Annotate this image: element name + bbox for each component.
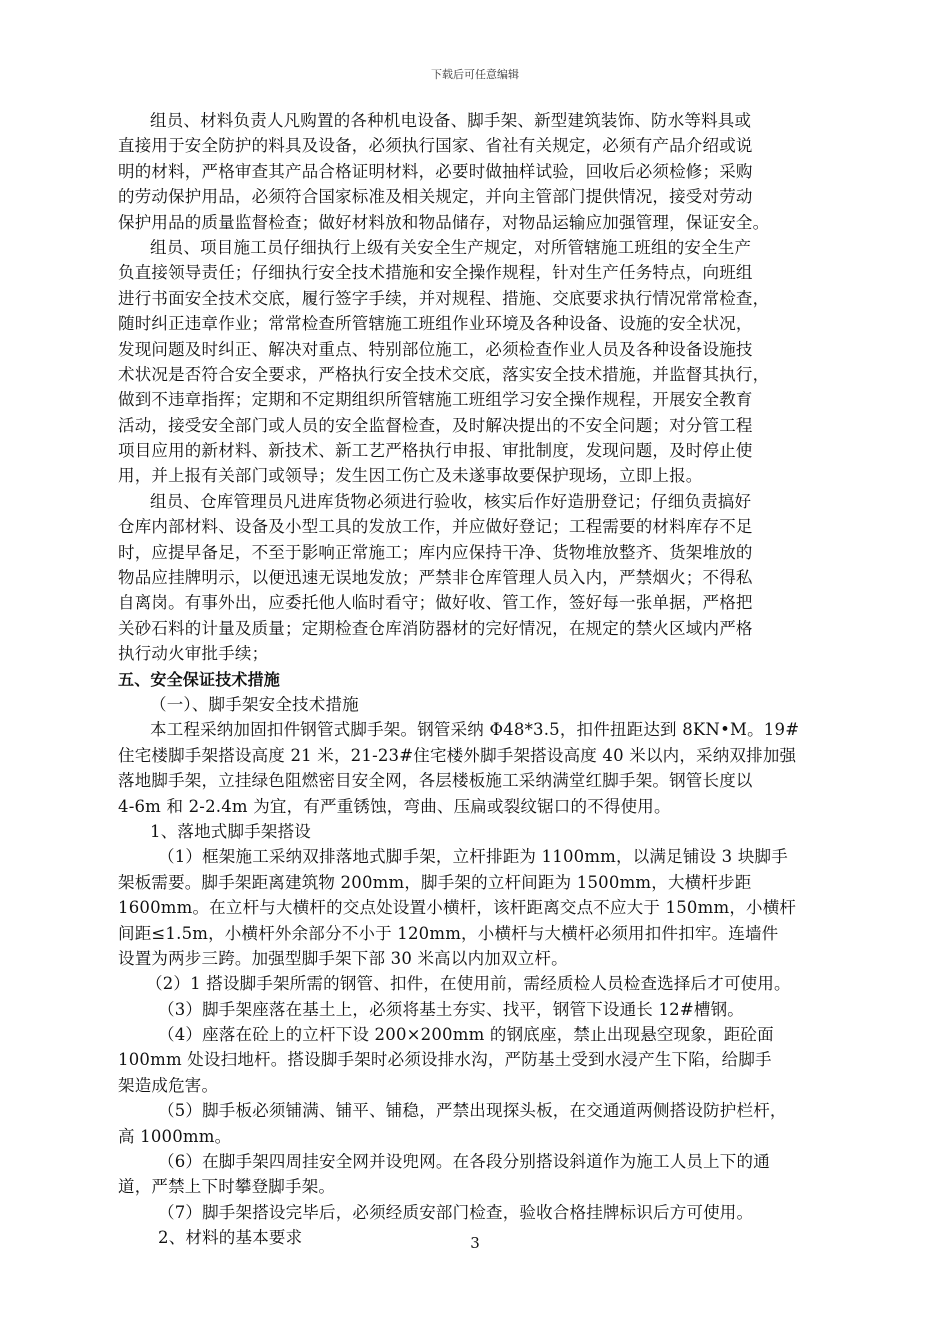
- text-line: 活动，接受安全部门或人员的安全监督检查，及时解决提出的不安全问题；对分管工程: [118, 415, 753, 435]
- text-line: 组员、材料负责人凡购置的各种机电设备、脚手架、新型建筑装饰、防水等料具或: [150, 111, 752, 130]
- text-line: 本工程采纳加固扣件钢管式脚手架。钢管采纳 Φ48*3.5，扣件扭距达到 8KN•M。19#: [150, 720, 800, 740]
- text-line: 组员、仓库管理员凡进库货物必须进行验收，核实后作好造册登记；仔细负责搞好: [150, 491, 752, 511]
- text-line: 仓库内部材料、设备及小型工具的发放工作，并应做好登记；工程需要的材料库存不足: [118, 517, 753, 537]
- page-header-note: 下载后可任意编辑: [431, 68, 519, 81]
- text-line: 自离岗。有事外出，应委托他人临时看守；做好收、管工作，签好每一张单据，严格把: [118, 593, 753, 613]
- text-line: 直接用于安全防护的料具及设备，必须执行国家、省社有关规定，必须有产品介绍或说: [118, 136, 753, 156]
- text-line: （2）1 搭设脚手架所需的钢管、扣件，在使用前，需经质检人员检查选择后才可使用。: [146, 974, 791, 994]
- text-line: （1）框架施工采纳双排落地式脚手架，立杆排距为 1100mm，以满足铺设 3 块脚手: [158, 847, 788, 867]
- text-line: 保护用品的质量监督检查；做好材料放和物品储存，对物品运输应加强管理，保证安全。: [118, 212, 770, 232]
- text-line: 1、落地式脚手架搭设: [150, 821, 311, 841]
- text-line: 明的材料，严格审查其产品合格证明材料，必要时做抽样试验，回收后必须检修；采购: [118, 161, 753, 181]
- text-line: （4）座落在砼上的立杆下设 200×200mm 的钢底座，禁止出现悬空现象，距砼面: [158, 1025, 774, 1045]
- text-line: 住宅楼脚手架搭设高度 21 米，21-23#住宅楼外脚手架搭设高度 40 米以内，采纳双排加强: [118, 745, 797, 765]
- text-line: （7）脚手架搭设完毕后，必须经质安部门检查，验收合格挂牌标识后方可使用。: [158, 1202, 754, 1222]
- text-line: 落地脚手架，立挂绿色阻燃密目安全网，各层楼板施工采纳满堂红脚手架。钢管长度以: [118, 771, 753, 791]
- text-line: 进行书面安全技术交底，履行签字手续，并对规程、措施、交底要求执行情况常常检查，: [118, 288, 770, 308]
- text-line: 架造成危害。: [118, 1075, 219, 1095]
- text-line: 高 1000mm。: [118, 1126, 232, 1146]
- text-line: （一）、脚手架安全技术措施: [150, 694, 359, 714]
- text-line: 1600mm。在立杆与大横杆的交点处设置小横杆，该杆距离交点不应大于 150mm，小横杆: [118, 898, 797, 918]
- text-line: 做到不违章指挥；定期和不定期组织所管辖施工班组学习安全操作规程，开展安全教育: [118, 390, 753, 410]
- text-line: （6）在脚手架四周挂安全网并设兜网。在各段分别搭设斜道作为施工人员上下的通: [158, 1152, 770, 1172]
- text-line: 架板需要。脚手架距离建筑物 200mm，脚手架的立杆间距为 1500mm，大横杆步距: [118, 872, 752, 892]
- text-line: 组员、项目施工员仔细执行上级有关安全生产规定，对所管辖施工班组的安全生产: [150, 237, 752, 257]
- text-line: 负直接领导责任；仔细执行安全技术措施和安全操作规程，针对生产任务特点，向班组: [118, 263, 753, 283]
- text-line: 术状况是否符合安全要求，严格执行安全技术交底，落实安全技术措施，并监督其执行，: [118, 364, 770, 384]
- text-line: 间距≤1.5m，小横杆外余部分不小于 120mm，小横杆与大横杆必须用扣件扣牢。连墙件: [118, 923, 779, 943]
- text-line: 用，并上报有关部门或领导；发生因工伤亡及未遂事故要保护现场，立即上报。: [118, 466, 703, 486]
- page-number: 3: [470, 1234, 480, 1252]
- text-line: 项目应用的新材料、新技术、新工艺严格执行申报、审批制度，发现问题，及时停止使: [118, 441, 753, 461]
- text-line: 物品应挂牌明示，以便迅速无误地发放；严禁非仓库管理人员入内，严禁烟火；不得私: [118, 568, 753, 588]
- text-line: 100mm 处设扫地杆。搭设脚手架时必须设排水沟，严防基土受到水浸产生下陷，给脚手: [118, 1050, 772, 1070]
- text-line: 随时纠正违章作业；常常检查所管辖施工班组作业环境及各种设备、设施的安全状况，: [118, 314, 753, 334]
- text-line: 设置为两步三跨。加强型脚手架下部 30 米高以内加双立杆。: [118, 948, 568, 968]
- document-body: [118, 108, 848, 1251]
- text-line: 关砂石料的计量及质量；定期检查仓库消防器材的完好情况，在规定的禁火区域内严格: [118, 618, 753, 638]
- section-heading: 五、安全保证技术措施: [118, 669, 281, 689]
- text-line: 2、材料的基本要求: [158, 1228, 303, 1248]
- text-line: （5）脚手板必须铺满、铺平、铺稳，严禁出现探头板，在交通道两侧搭设防护栏杆，: [158, 1101, 787, 1121]
- text-line: 道，严禁上下时攀登脚手架。: [118, 1177, 336, 1197]
- text-line: 执行动火审批手续；: [118, 644, 269, 664]
- text-line: （3）脚手架座落在基土上，必须将基土夯实、找平，钢管下设通长 12#槽钢。: [158, 999, 744, 1019]
- text-line: 4-6m 和 2-2.4m 为宜，有严重锈蚀，弯曲、压扁或裂纹锯口的不得使用。: [118, 796, 671, 816]
- text-line: 的劳动保护用品，必须符合国家标准及相关规定，并向主管部门提供情况，接受对劳动: [118, 187, 753, 207]
- text-line: 时，应提早备足，不至于影响正常施工；库内应保持干净、货物堆放整齐、货架堆放的: [118, 542, 753, 562]
- text-line: 发现问题及时纠正、解决对重点、特别部位施工，必须检查作业人员及各种设备设施技: [118, 339, 753, 359]
